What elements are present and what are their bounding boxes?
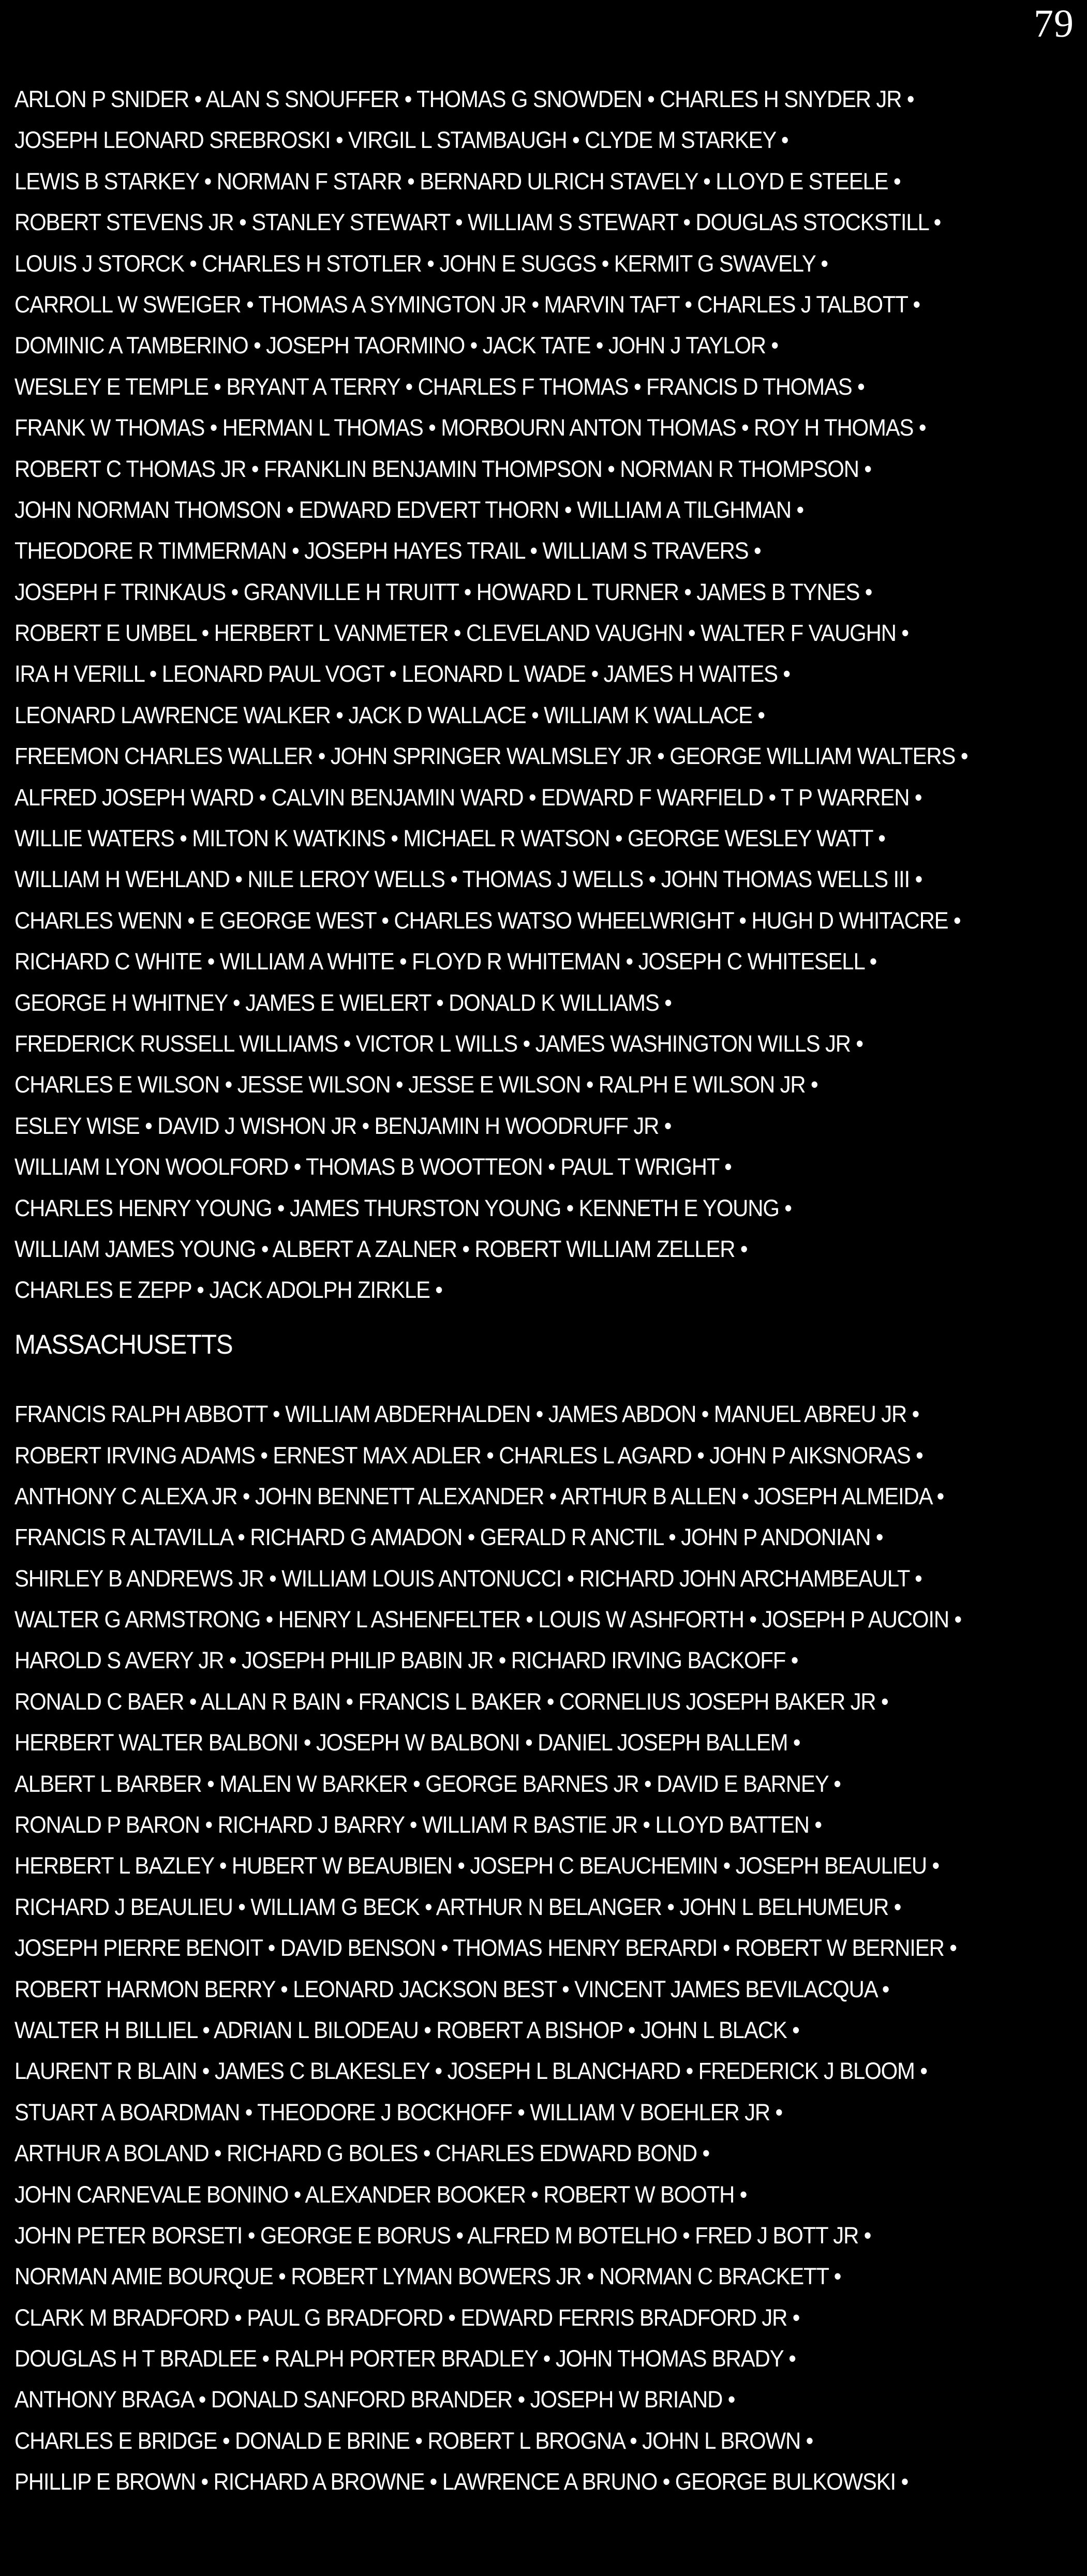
name-line: HAROLD S AVERY JR • JOSEPH PHILIP BABIN JR • RICHARD IRVING BACKOFF • — [14, 1647, 798, 1674]
name-line: STUART A BOARDMAN • THEODORE J BOCKHOFF • WILLIAM V BOEHLER JR • — [14, 2099, 783, 2125]
name-line: CHARLES WENN • E GEORGE WEST • CHARLES WATSO WHEELWRIGHT • HUGH D WHITACRE • — [14, 907, 961, 934]
name-line: LEWIS B STARKEY • NORMAN F STARR • BERNARD ULRICH STAVELY • LLOYD E STEELE • — [14, 168, 901, 194]
name-line: JOSEPH F TRINKAUS • GRANVILLE H TRUITT • HOWARD L TURNER • JAMES B TYNES • — [14, 578, 872, 605]
name-line: FRANCIS RALPH ABBOTT • WILLIAM ABDERHALDEN • JAMES ABDON • MANUEL ABREU JR • — [14, 1401, 919, 1428]
name-line: WALTER G ARMSTRONG • HENRY L ASHENFELTER • LOUIS W ASHFORTH • JOSEPH P AUCOIN • — [14, 1606, 962, 1633]
name-line: SHIRLEY B ANDREWS JR • WILLIAM LOUIS ANTONUCCI • RICHARD JOHN ARCHAMBEAULT • — [14, 1565, 922, 1592]
name-line: FREDERICK RUSSELL WILLIAMS • VICTOR L WILLS • JAMES WASHINGTON WILLS JR • — [14, 1030, 863, 1057]
name-line: CARROLL W SWEIGER • THOMAS A SYMINGTON JR • MARVIN TAFT • CHARLES J TALBOTT • — [14, 291, 920, 318]
name-line: RONALD P BARON • RICHARD J BARRY • WILLIAM R BASTIE JR • LLOYD BATTEN • — [14, 1811, 822, 1838]
name-line: WILLIAM H WEHLAND • NILE LEROY WELLS • THOMAS J WELLS • JOHN THOMAS WELLS III • — [14, 866, 922, 893]
name-line: THEODORE R TIMMERMAN • JOSEPH HAYES TRAIL • WILLIAM S TRAVERS • — [14, 537, 761, 564]
name-line: HERBERT L BAZLEY • HUBERT W BEAUBIEN • JOSEPH C BEAUCHEMIN • JOSEPH BEAULIEU • — [14, 1852, 940, 1879]
name-line: LAURENT R BLAIN • JAMES C BLAKESLEY • JOSEPH L BLANCHARD • FREDERICK J BLOOM • — [14, 2058, 927, 2085]
name-line: WESLEY E TEMPLE • BRYANT A TERRY • CHARLES F THOMAS • FRANCIS D THOMAS • — [14, 373, 865, 400]
name-line: IRA H VERILL • LEONARD PAUL VOGT • LEONARD L WADE • JAMES H WAITES • — [14, 661, 790, 687]
name-line: WALTER H BILLIEL • ADRIAN L BILODEAU • ROBERT A BISHOP • JOHN L BLACK • — [14, 2016, 799, 2043]
name-line: JOSEPH PIERRE BENOIT • DAVID BENSON • THOMAS HENRY BERARDI • ROBERT W BERNIER • — [14, 1935, 957, 1961]
name-line: CHARLES E WILSON • JESSE WILSON • JESSE E WILSON • RALPH E WILSON JR • — [14, 1071, 818, 1098]
name-line: RICHARD C WHITE • WILLIAM A WHITE • FLOYD R WHITEMAN • JOSEPH C WHITESELL • — [14, 948, 877, 975]
name-line: DOMINIC A TAMBERINO • JOSEPH TAORMINO • JACK TATE • JOHN J TAYLOR • — [14, 332, 778, 359]
name-line: ANTHONY BRAGA • DONALD SANFORD BRANDER • JOSEPH W BRIAND • — [14, 2386, 735, 2413]
name-line: CLARK M BRADFORD • PAUL G BRADFORD • EDWARD FERRIS BRADFORD JR • — [14, 2304, 800, 2331]
state-heading: MASSACHUSETTS — [14, 1329, 233, 1360]
name-line: WILLIAM JAMES YOUNG • ALBERT A ZALNER • ROBERT WILLIAM ZELLER • — [14, 1235, 748, 1262]
name-line: JOHN NORMAN THOMSON • EDWARD EDVERT THORN • WILLIAM A TILGHMAN • — [14, 496, 804, 523]
name-line: LOUIS J STORCK • CHARLES H STOTLER • JOHN E SUGGS • KERMIT G SWAVELY • — [14, 250, 828, 277]
name-line: WILLIE WATERS • MILTON K WATKINS • MICHAEL R WATSON • GEORGE WESLEY WATT • — [14, 825, 885, 852]
page-number: 79 — [1034, 2, 1074, 46]
name-line: ROBERT HARMON BERRY • LEONARD JACKSON BEST • VINCENT JAMES BEVILACQUA • — [14, 1975, 889, 2002]
name-line: ARLON P SNIDER • ALAN S SNOUFFER • THOMAS G SNOWDEN • CHARLES H SNYDER JR • — [14, 86, 914, 112]
name-line: NORMAN AMIE BOURQUE • ROBERT LYMAN BOWERS JR • NORMAN C BRACKETT • — [14, 2263, 841, 2290]
name-line: GEORGE H WHITNEY • JAMES E WIELERT • DONALD K WILLIAMS • — [14, 989, 672, 1016]
name-line: ALFRED JOSEPH WARD • CALVIN BENJAMIN WARD • EDWARD F WARFIELD • T P WARREN • — [14, 784, 922, 811]
name-line: PHILLIP E BROWN • RICHARD A BROWNE • LAWRENCE A BRUNO • GEORGE BULKOWSKI • — [14, 2468, 909, 2495]
name-line: ARTHUR A BOLAND • RICHARD G BOLES • CHARLES EDWARD BOND • — [14, 2140, 710, 2167]
name-line: CHARLES E BRIDGE • DONALD E BRINE • ROBERT L BROGNA • JOHN L BROWN • — [14, 2427, 813, 2454]
name-line: WILLIAM LYON WOOLFORD • THOMAS B WOOTTEON • PAUL T WRIGHT • — [14, 1154, 732, 1180]
name-line: CHARLES E ZEPP • JACK ADOLPH ZIRKLE • — [14, 1277, 442, 1304]
names-block-previous-state — [14, 79, 1077, 1311]
name-line: CHARLES HENRY YOUNG • JAMES THURSTON YOUNG • KENNETH E YOUNG • — [14, 1194, 792, 1221]
name-line: LEONARD LAWRENCE WALKER • JACK D WALLACE • WILLIAM K WALLACE • — [14, 701, 765, 728]
names-list — [14, 79, 1077, 2503]
name-line: ESLEY WISE • DAVID J WISHON JR • BENJAMIN H WOODRUFF JR • — [14, 1112, 672, 1139]
name-line: ALBERT L BARBER • MALEN W BARKER • GEORGE BARNES JR • DAVID E BARNEY • — [14, 1770, 841, 1797]
name-line: FREEMON CHARLES WALLER • JOHN SPRINGER WALMSLEY JR • GEORGE WILLIAM WALTERS • — [14, 743, 968, 770]
name-line: ANTHONY C ALEXA JR • JOHN BENNETT ALEXANDER • ARTHUR B ALLEN • JOSEPH ALMEIDA • — [14, 1482, 944, 1509]
name-line: RICHARD J BEAULIEU • WILLIAM G BECK • ARTHUR N BELANGER • JOHN L BELHUMEUR • — [14, 1893, 901, 1920]
name-line: JOHN PETER BORSETI • GEORGE E BORUS • ALFRED M BOTELHO • FRED J BOTT JR • — [14, 2222, 871, 2249]
name-line: ROBERT IRVING ADAMS • ERNEST MAX ADLER • CHARLES L AGARD • JOHN P AIKSNORAS • — [14, 1442, 923, 1469]
name-line: FRANCIS R ALTAVILLA • RICHARD G AMADON • GERALD R ANCTIL • JOHN P ANDONIAN • — [14, 1524, 883, 1551]
name-line: JOHN CARNEVALE BONINO • ALEXANDER BOOKER • ROBERT W BOOTH • — [14, 2181, 747, 2208]
name-line: ROBERT STEVENS JR • STANLEY STEWART • WILLIAM S STEWART • DOUGLAS STOCKSTILL • — [14, 209, 941, 236]
name-line: ROBERT C THOMAS JR • FRANKLIN BENJAMIN THOMPSON • NORMAN R THOMPSON • — [14, 455, 871, 482]
name-line: FRANK W THOMAS • HERMAN L THOMAS • MORBOURN ANTON THOMAS • ROY H THOMAS • — [14, 414, 926, 441]
name-line: HERBERT WALTER BALBONI • JOSEPH W BALBONI • DANIEL JOSEPH BALLEM • — [14, 1729, 800, 1756]
name-line: DOUGLAS H T BRADLEE • RALPH PORTER BRADLEY • JOHN THOMAS BRADY • — [14, 2345, 796, 2372]
names-block-massachusetts — [14, 1394, 1077, 2503]
name-line: ROBERT E UMBEL • HERBERT L VANMETER • CLEVELAND VAUGHN • WALTER F VAUGHN • — [14, 620, 909, 647]
name-line: JOSEPH LEONARD SREBROSKI • VIRGIL L STAMBAUGH • CLYDE M STARKEY • — [14, 127, 788, 154]
name-line: RONALD C BAER • ALLAN R BAIN • FRANCIS L BAKER • CORNELIUS JOSEPH BAKER JR • — [14, 1688, 888, 1715]
